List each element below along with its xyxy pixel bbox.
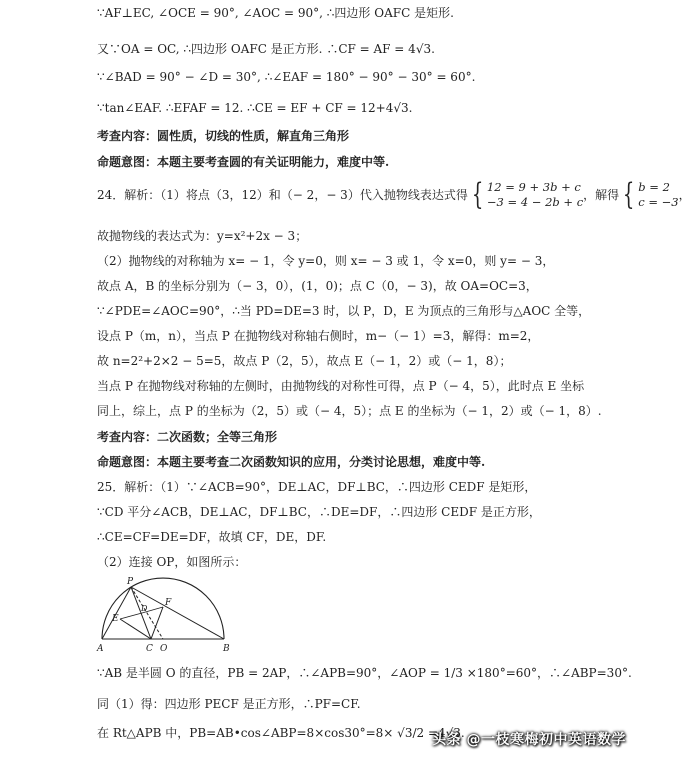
text-line: ∵∠BAD = 90° − ∠D = 30°, ∴∠EAF = 180° − 90° − 30° = 60°. [97, 70, 476, 84]
label-B: B [223, 644, 230, 654]
equation-2: −3 = 4 − 2b + c [486, 195, 584, 209]
text-line: 设点 P（m，n），当点 P 在抛物线对称轴右侧时，m−（− 1）=3，解得：m=2， [97, 329, 540, 343]
q24-prefix: 24．解析：（1）将点（3，12）和（− 2，− 3）代入抛物线表达式得 [97, 188, 468, 202]
text-line: ∵∠PDE=∠AOC=90°，∴当 PD=DE=3 时，以 P，D，E 为顶点的三角形与△AOC 全等， [97, 304, 591, 318]
text-line: ∵tan∠EAF. ∴EFAF = 12. ∴CE = EF + CF = 12+4√3. [97, 101, 413, 115]
label-F: F [165, 598, 172, 608]
text-line: 当点 P 在抛物线对称轴的左侧时，由抛物线的对称性可得，点 P（− 4，5），此时点 E 坐标 [97, 379, 585, 393]
label-E: E [112, 614, 119, 624]
segment-ED [120, 613, 142, 619]
text-line: ∵CD 平分∠ACB，DE⊥AC，DF⊥BC，∴DE=DF，∴四边形 CEDF 是正方形， [97, 505, 541, 519]
text-line: 故点 A，B 的坐标分别为（− 3，0），(1，0)；点 C（0，− 3)，故 OA=OC=3， [97, 279, 538, 293]
segment-AP [102, 587, 131, 639]
section-heading: 命题意图：本题主要考查二次函数知识的应用，分类讨论思想，难度中等. [97, 455, 486, 469]
text-line: ∴CE=CF=DE=DF，故填 CF，DE，DF. [97, 530, 327, 544]
text-line: 25．解析：（1）∵∠ACB=90°，DE⊥AC，DF⊥BC，∴四边形 CEDF 是矩形， [97, 480, 537, 494]
text-line: 在 Rt△APB 中，PB=AB•cos∠ABP=8×cos30°=8× √3/2 =4√3. [97, 726, 465, 740]
left-brace: { [622, 177, 635, 212]
q24-suffix: ， [678, 188, 691, 202]
section-heading: 考查内容：圆性质，切线的性质，解直角三角形 [97, 129, 350, 143]
segment-PO [131, 587, 163, 639]
text-line: ∵AB 是半圆 O 的直径，PB = 2AP，∴∠APB=90°，∠AOP = 1/3 ×180°=60°，∴∠ABP=30°. [97, 666, 632, 680]
segment-PB [131, 587, 224, 639]
q24-solution-line [97, 177, 691, 213]
solution-system [619, 177, 679, 212]
segment-EC [120, 619, 151, 639]
label-A: A [97, 644, 104, 654]
equation-1: 12 = 9 + 3b + c [486, 180, 581, 194]
semicircle-figure [97, 575, 247, 657]
label-O: O [160, 644, 168, 654]
watermark: 头条 @一枝寒梅初中英语数学 [432, 732, 626, 748]
label-D: D [141, 604, 148, 613]
text-line: 同（1）得：四边形 PECF 是正方形，∴PF=CF. [97, 697, 361, 711]
semicircle-arc [102, 578, 224, 639]
q24-mid: ，解得 [583, 188, 620, 202]
text-line: （2）连接 OP，如图所示： [97, 555, 247, 569]
label-P: P [127, 577, 134, 587]
left-brace: { [471, 177, 484, 212]
text-line: 故 n=2²+2×2 − 5=5，故点 P（2，5），故点 E（− 1，2）或（− 1，8）； [97, 354, 512, 368]
text-line: 又∵OA = OC, ∴四边形 OAFC 是正方形. ∴CF = AF = 4√3. [97, 42, 435, 56]
label-C: C [146, 644, 153, 654]
section-heading: 考查内容：二次函数；全等三角形 [97, 430, 278, 444]
section-heading: 命题意图：本题主要考查圆的有关证明能力，难度中等. [97, 155, 390, 169]
solution-2: c = −3 [638, 195, 679, 209]
equation-system [468, 177, 584, 212]
text-line: 故抛物线的表达式为：y=x²+2x − 3； [97, 229, 308, 243]
solution-1: b = 2 [638, 180, 670, 194]
text-line: 同上，综上，点 P 的坐标为（2，5）或（− 4，5）；点 E 的坐标为（− 1，2）或（− 1，8）. [97, 404, 602, 418]
text-line: （2）抛物线的对称轴为 x= − 1，令 y=0，则 x= − 3 或 1，令 x=0，则 y= − 3， [97, 254, 555, 268]
text-line: ∵AF⊥EC, ∠OCE = 90°, ∠AOC = 90°, ∴四边形 OAFC 是矩形. [97, 6, 454, 20]
